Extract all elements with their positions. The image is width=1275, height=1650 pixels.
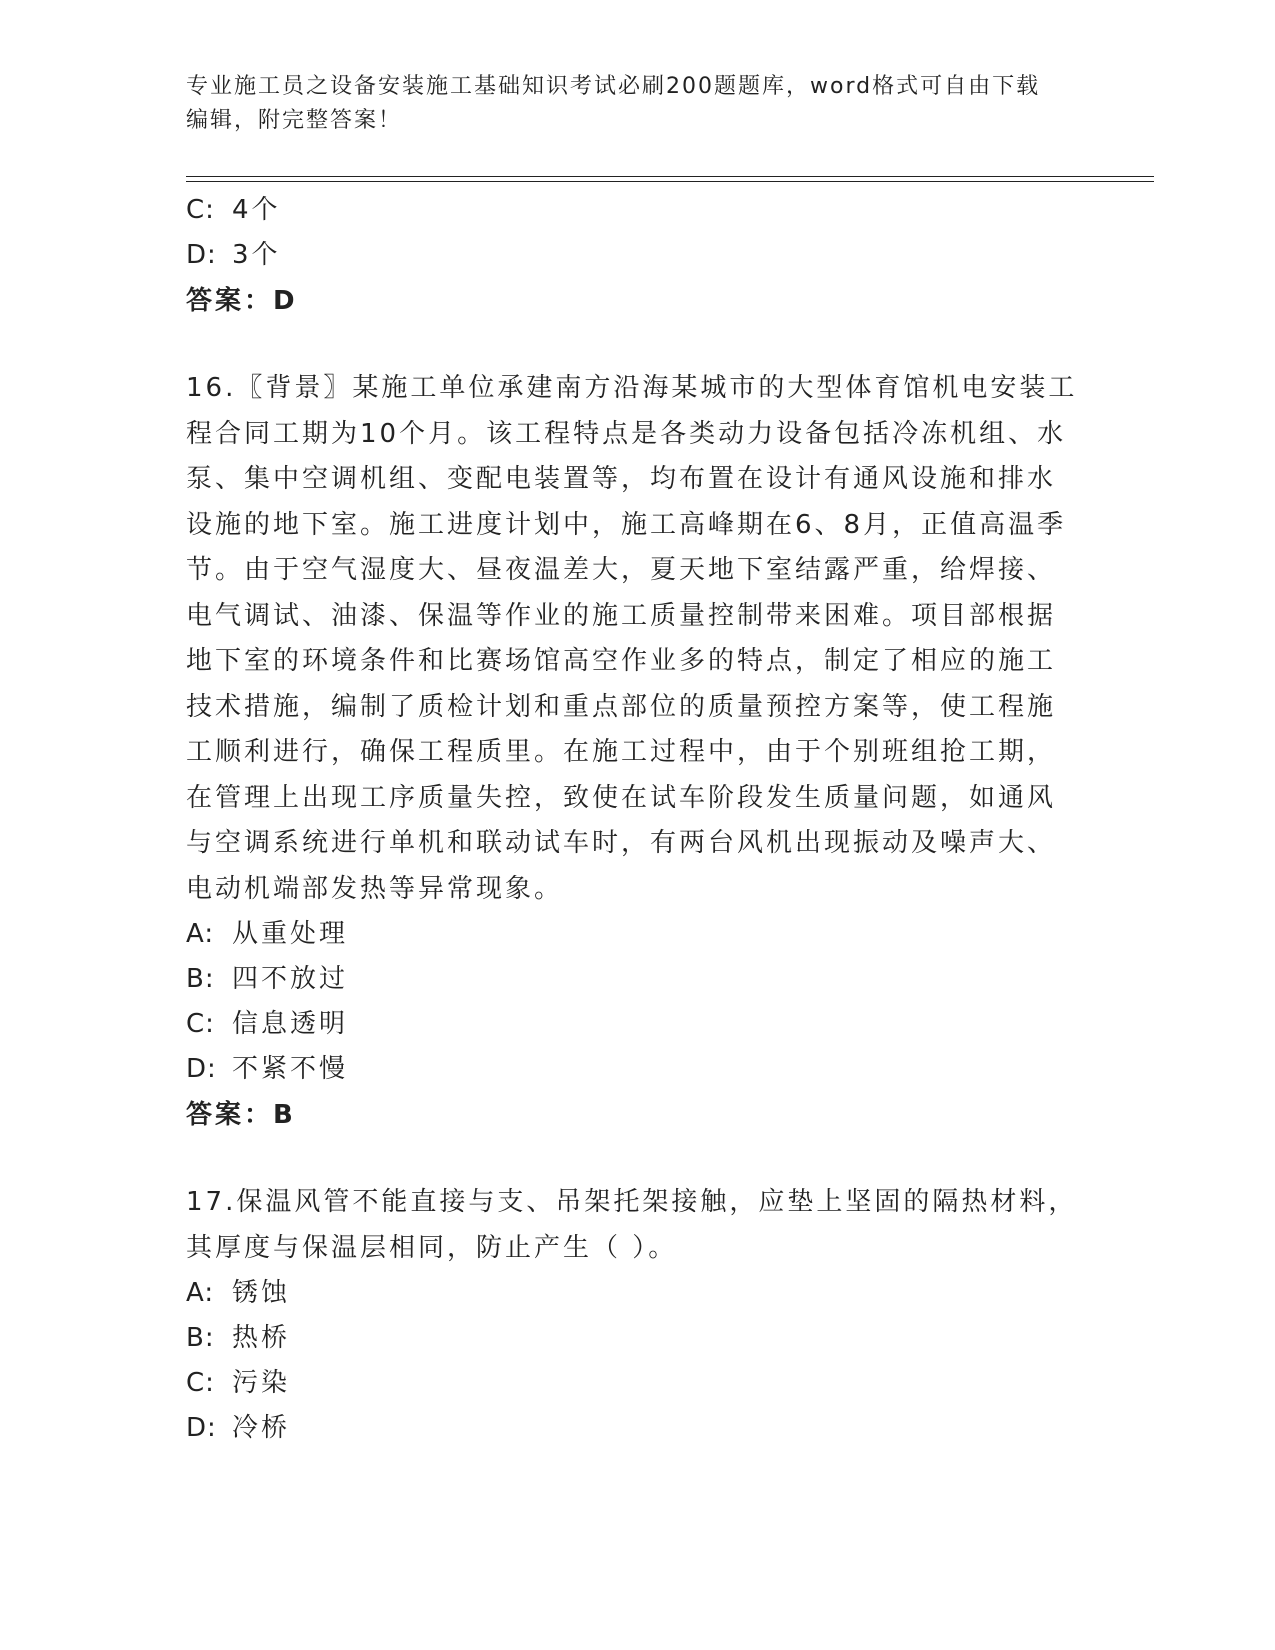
question-16-line: 电动机端部发热等异常现象。 (186, 873, 564, 904)
option-text: 3个 (232, 240, 281, 270)
question-16-line: 节。由于空气湿度大、昼夜温差大，夏天地下室结露严重，给焊接、 (186, 555, 1057, 585)
option-a (186, 912, 1086, 957)
option-text: 不紧不慢 (232, 1054, 349, 1084)
option-letter: B: (186, 964, 215, 994)
option-b (186, 1316, 1086, 1361)
option-a (186, 1271, 1086, 1316)
option-c (186, 1002, 1086, 1047)
option-text: 4个 (232, 195, 281, 225)
document-body (186, 188, 1086, 1451)
question-16-line: 技术措施，编制了质检计划和重点部位的质量预控方案等，使工程施 (186, 691, 1057, 722)
option-letter: C: (186, 1009, 215, 1039)
option-text: 热桥 (232, 1323, 291, 1353)
option-text: 四不放过 (232, 964, 349, 994)
spacer (186, 324, 1086, 366)
question-16 (186, 366, 1086, 912)
option-letter: A: (186, 919, 215, 949)
question-16-line: 在管理上出现工序质量失控，致使在试车阶段发生质量问题，如通风 (186, 782, 1057, 813)
question-16-answer: 答案：B (186, 1100, 296, 1130)
question-16-line: 电气调试、油漆、保温等作业的施工质量控制带来困难。项目部根据 (186, 600, 1057, 631)
header-divider-top (186, 176, 1154, 177)
option-c (186, 188, 1086, 233)
option-letter: D: (186, 1054, 217, 1084)
option-d (186, 1047, 1086, 1092)
option-text: 信息透明 (232, 1009, 349, 1039)
header-divider-bottom (186, 181, 1154, 182)
header-title-line-1: 专业施工员之设备安装施工基础知识考试必刷200题题库，word格式可自由下载 (186, 74, 1041, 99)
option-letter: B: (186, 1323, 215, 1353)
option-letter: C: (186, 195, 215, 225)
question-17-line: 17.保温风管不能直接与支、吊架托架接触，应垫上坚固的隔热材料， (186, 1187, 1078, 1217)
question-17-line: 其厚度与保温层相同，防止产生（ ）。 (186, 1232, 678, 1263)
option-c (186, 1361, 1086, 1406)
option-d (186, 1406, 1086, 1451)
option-text: 从重处理 (232, 919, 349, 949)
prev-question-answer: 答案：D (186, 286, 298, 316)
header-title-line-2: 编辑，附完整答案！ (186, 108, 403, 133)
option-text: 污染 (232, 1368, 291, 1398)
question-16-line: 设施的地下室。施工进度计划中，施工高峰期在6、8月，正值高温季 (186, 509, 1067, 540)
question-16-line: 程合同工期为10个月。该工程特点是各类动力设备包括冷冻机组、水 (186, 418, 1067, 449)
question-16-line: 工顺利进行，确保工程质里。在施工过程中，由于个别班组抢工期， (186, 737, 1057, 767)
question-17-options (186, 1271, 1086, 1451)
option-letter: C: (186, 1368, 215, 1398)
option-letter: D: (186, 240, 217, 270)
option-letter: A: (186, 1278, 215, 1308)
option-letter: D: (186, 1413, 217, 1443)
option-d (186, 233, 1086, 278)
spacer (186, 1138, 1086, 1180)
question-17 (186, 1180, 1086, 1271)
prev-question-options (186, 188, 1086, 278)
option-b (186, 957, 1086, 1002)
question-16-line: 地下室的环境条件和比赛场馆高空作业多的特点，制定了相应的施工 (186, 646, 1057, 676)
document-header (186, 70, 1086, 138)
option-text: 冷桥 (232, 1413, 291, 1443)
question-16-line: 与空调系统进行单机和联动试车时，有两台风机出现振动及噪声大、 (186, 828, 1057, 858)
question-16-line: 泵、集中空调机组、变配电装置等，均布置在设计有通风设施和排水 (186, 464, 1057, 494)
question-16-options (186, 912, 1086, 1092)
option-text: 锈蚀 (232, 1278, 291, 1308)
question-16-line: 16.〖背景〗某施工单位承建南方沿海某城市的大型体育馆机电安装工 (186, 373, 1078, 403)
